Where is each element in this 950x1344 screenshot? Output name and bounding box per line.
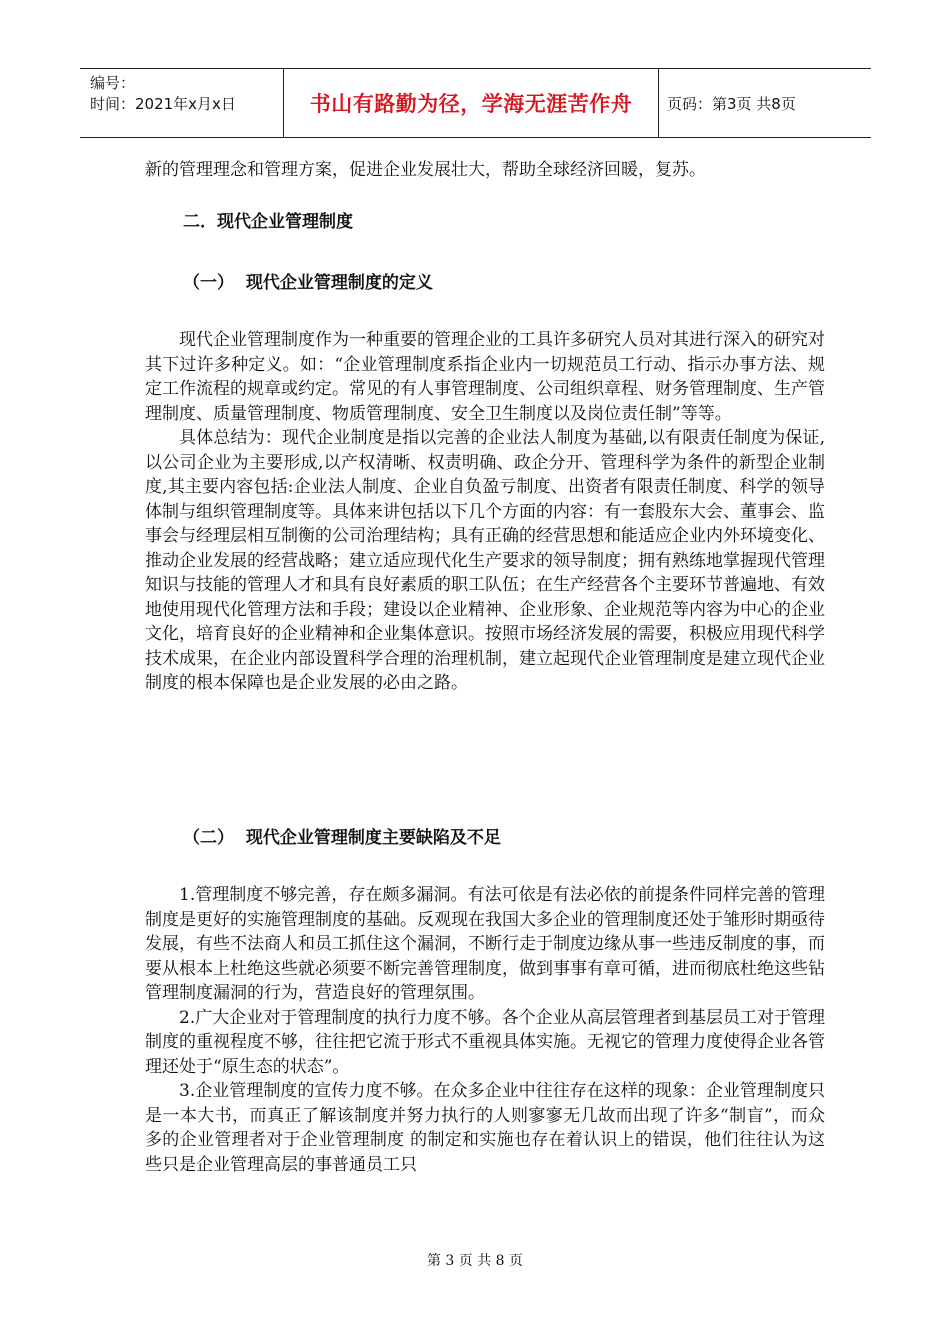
definition-block xyxy=(145,328,825,696)
subsection-title-2: （二） 现代企业管理制度主要缺陷及不足 xyxy=(183,828,501,848)
deficiency-block xyxy=(145,883,825,1177)
motto: 书山有路勤为径，学海无涯苦作舟 xyxy=(284,69,659,137)
paragraph-summary: 具体总结为：现代企业制度是指以完善的企业法人制度为基础,以有限责任制度为保证,以公司企业为主要形成,以产权清晰、权责明确、政企分开、管理科学为条件的新型企业制度,其主要内容包括:企业法人制度、企业自负盈亏制度、出资者有限责任制度、科学的领导体制与组织管理制度等。具体来讲包括以下几个方面的内容：有一套股东大会、董事会、监事会与经理层相互制衡的公司治理结构；具有正确的经营思想和能适应企业内外环境变化、推动企业发展的经营战略；建立适应现代化生产要求的领导制度；拥有熟练地掌握现代管理知识与技能的管理人才和具有良好素质的职工队伍；在生产经营各个主要环节普遍地、有效地使用现代化管理方法和手段；建设以企业精神、企业形象、企业规范等内容为中心的企业文化，培育良好的企业精神和企业集体意识。按照市场经济发展的需要，积极应用现代科学技术成果，在企业内部设置科学合理的治理机制，建立起现代企业管理制度是建立现代企业制度的根本保障也是企业发展的必由之路。 xyxy=(145,428,825,693)
header-table xyxy=(80,68,871,138)
page-footer: 第 3 页 共 8 页 xyxy=(426,1253,524,1269)
list-item-1: 1.管理制度不够完善，存在颇多漏洞。有法可依是有法必依的前提条件同样完善的管理制度是更好的实施管理制度的基础。反观现在我国大多企业的管理制度还处于雏形时期亟待发展，有些不法商人和员工抓住这个漏洞，不断行走于制度边缘从事一些违反制度的事，而要从根本上杜绝这些就必须要不断完善管理制度，做到事事有章可循，进而彻底杜绝这些钻管理制度漏洞的行为，营造良好的管理氛围。 xyxy=(145,885,825,1003)
list-item-3: 3.企业管理制度的宣传力度不够。在众多企业中往往存在这样的现象：企业管理制度只是一本大书，而真正了解该制度并努力执行的人则寥寥无几故而出现了许多“制盲”，而众多的企业管理者对于企业管理制度 的制定和实施也存在着认识上的错误，他们往往认为这些只是企业管理高层的事普通员工只 xyxy=(145,1081,825,1175)
subsection-title-1: （一） 现代企业管理制度的定义 xyxy=(183,273,433,293)
date-label: 时间：2021年x月x日 xyxy=(90,95,236,113)
intro-block xyxy=(145,158,825,183)
intro-line: 新的管理理念和管理方案，促进企业发展壮大，帮助全球经济回暖，复苏。 xyxy=(145,160,706,180)
number-label: 编号： xyxy=(90,74,136,92)
page-info: 页码：第3页 共8页 xyxy=(667,94,796,113)
section-title: 二．现代企业管理制度 xyxy=(183,212,353,232)
paragraph-definition: 现代企业管理制度作为一种重要的管理企业的工具许多研究人员对其进行深入的研究对其下过许多种定义。如：“企业管理制度系指企业内一切规范员工行动、指示办事方法、规定工作流程的规章或约定。常见的有人事管理制度、公司组织章程、财务管理制度、生产管理制度、质量管理制度、物质管理制度、安全卫生制度以及岗位责任制”等等。 xyxy=(145,330,825,424)
header-left-cell xyxy=(80,69,284,137)
list-item-2: 2.广大企业对于管理制度的执行力度不够。各个企业从高层管理者到基层员工对于管理制度的重视程度不够，往往把它流于形式不重视具体实施。无视它的管理力度使得企业各管理还处于“原生态的状态”。 xyxy=(145,1007,825,1077)
